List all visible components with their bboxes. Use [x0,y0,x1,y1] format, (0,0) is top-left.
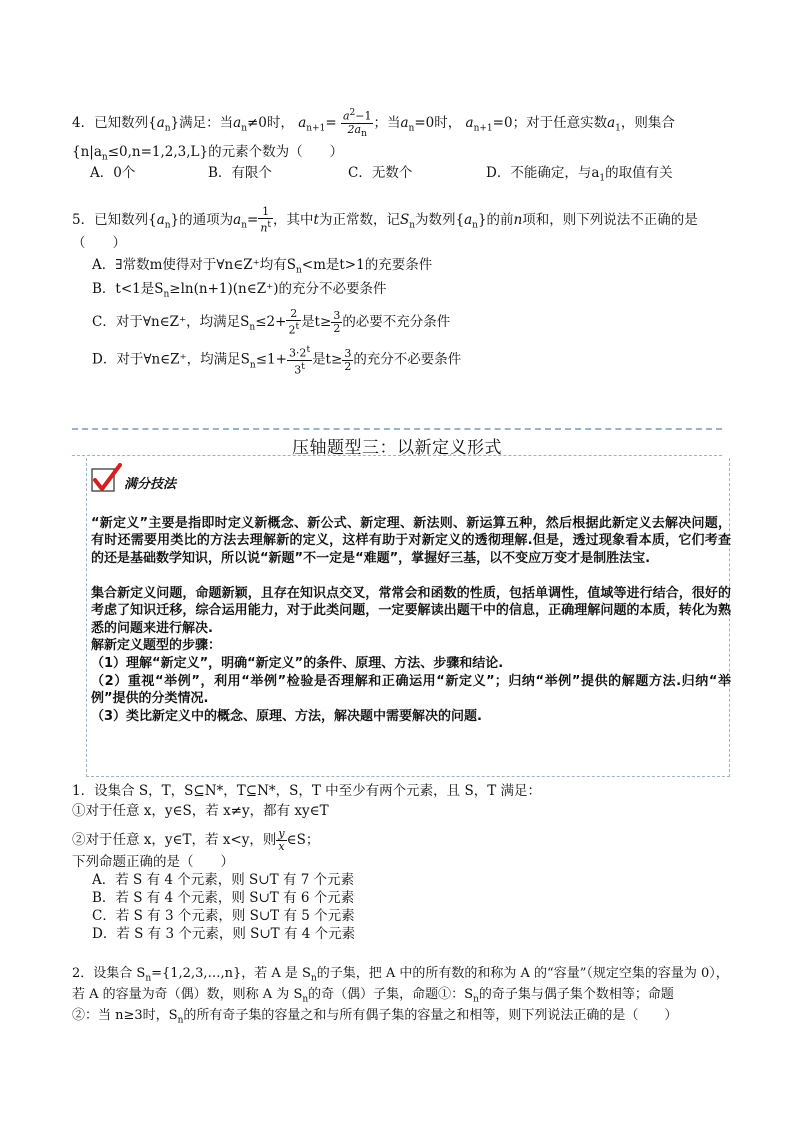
q4-options [90,164,730,182]
q2-text: 的子集，把 A 中的所有数的和称为 A 的“容量”（规定空集的容量为 0）， [316,966,729,981]
var-a: a [233,114,242,131]
sub-n: n [101,152,108,163]
section-divider-bottom [72,455,722,456]
q5-c-fraction: $\frac{2}{2^t}$ [288,307,300,337]
frac-num: a [342,109,350,123]
q1-stem: 1．设集合 S，T，S⊆N*，T⊆N*，S，T 中至少有两个元素，且 S，T 满足： [72,783,542,799]
tip-step-3: （3）类比新定义中的概念、原理、方法，解决题中需要解决的问题. [91,709,482,724]
var-s: S [399,211,410,228]
q4-option-b[interactable]: B．有限个 [208,165,272,181]
q2-text: 2．设集合 S [72,966,146,981]
q5-text: 为正常数，记 [318,211,400,228]
q5-option-text: ≤2+ [255,313,287,330]
q5-option-text: D．对于∀n∈Z⁺，均满足S [92,351,250,368]
q4-option-d[interactable] [486,164,673,188]
sub-n: n [249,360,256,371]
var-a: a [400,114,409,131]
q4-text: =0时， [414,114,462,131]
tip-step-1: （1）理解“新定义”，明确“新定义”的条件、原理、方法、步骤和结论. [91,656,504,671]
q1-condition-1: ①对于任意 x，y∈S，若 x≠y，都有 xy∈T [72,803,329,819]
var-a: a [156,114,165,131]
q2-line3 [72,1007,677,1030]
q2-text: 的奇（偶）子集，命题①：S [308,987,474,1002]
q4-text: = [325,114,337,131]
q1-option-a[interactable]: A．若 S 有 4 个元素，则 S∪T 有 7 个元素 [92,872,355,888]
q2-text: 的所有奇子集的容量之和与所有偶子集的容量之和相等，则下列说法正确的是（ ） [183,1008,678,1023]
sub-n: n [473,994,479,1005]
q2-line1 [72,965,729,988]
q5-option-c[interactable] [92,308,450,337]
var-n: n [513,211,523,228]
q4-set-rest: ≤0,n=1,2,3,L}的元素个数为（ ） [107,144,344,160]
tip-paragraph-2: 集合新定义问题，命题新颖，且存在知识点交叉，常常会和函数的性质，包括单调性，值域等进行结合，很好的考虑了知识迁移，综合运用能力，对于此类问题，一定要解读出题干中的信息，正确理解问题的本质，转化为熟悉的问题来进行解决. [91,586,731,636]
q5-d-fraction: $\frac{3\cdot 2^t}{3^t}$ [288,345,311,377]
q4-option-d-text: D．不能确定，与a [486,165,600,181]
q5-option-text: A．∃常数m使得对于∀n∈Z⁺均有S [92,257,296,273]
q1-option-b[interactable]: B．若 S 有 4 个元素，则 S∪T 有 6 个元素 [92,890,355,906]
tip-steps-heading: 解新定义题型的步骤： [91,638,222,653]
q4-set: {n|a [72,144,102,160]
q1-ask: 下列命题正确的是（ ） [72,854,234,870]
q5-c-fraction2: $\frac{3}{2}$ [333,308,341,335]
q5-fraction [258,206,273,235]
section-title: 压轴题型三：以新定义形式 [292,438,502,458]
frac-den: $n^t$ [260,220,272,235]
q4-text: ≠0时， [247,114,294,131]
q4-option-c[interactable]: C．无数个 [348,165,413,181]
sub-n: n [310,973,317,984]
var-a: a [156,211,165,228]
badge-label: 满分技法 [124,477,177,492]
frac-den: 2a [347,122,362,136]
q5-text: }的通项为 [170,211,234,228]
q5-d-fraction2: $\frac{3}{2}$ [344,346,352,373]
q2-line2 [72,986,674,1009]
sub-n: n [241,123,247,134]
var-a: a [233,211,242,228]
frac-sup: 2 [349,108,356,118]
q2-text: ={1,2,3,…,n}，若 A 是 S [151,966,311,981]
sub-n: n [295,265,302,276]
q5-option-text: B．t<1是S [92,281,164,297]
q5-answer-paren[interactable]: （ ） [72,235,126,251]
sub-n: n [163,289,170,300]
q4-text: 4．已知数列{ [72,114,157,131]
sub-n1: n+1 [306,123,326,134]
sub-n1: n+1 [473,123,493,134]
frac-num-rest: −1 [355,109,372,123]
q5-option-text: <m是t>1的充要条件 [301,257,433,273]
q5-text: 为数列{ [415,211,465,228]
sub-n: n [164,123,171,134]
q5-text: }的前 [477,211,514,228]
q4-line1 [72,107,675,140]
sub-n: n [472,220,478,231]
sub-n: n [164,220,171,231]
sub-n: n [408,123,415,134]
q4-text: ；当 [373,114,401,131]
section-divider-top [72,428,722,430]
q1-option-d[interactable]: D．若 S 有 3 个元素，则 S∪T 有 4 个元素 [92,926,356,942]
q5-stem: 5．已知数列$\{a_n\}$的通项为$a_n=$ $\frac{1}{n^t}$ ，其中t为正常数，记$S_n$为数列$\{a_n\}$的前n项和，则下列说法不正确的是 [72,205,698,235]
q4-option-d-tail: 的取值有关 [605,165,673,181]
q2-text: 若 A 的容量为奇（偶）数，则称 A 为 S [72,987,303,1002]
q1-condition-2 [72,828,319,853]
q1-text: ②对于任意 x，y∈T，若 x<y，则 [72,832,277,848]
q5-option-text: C．对于∀n∈Z⁺，均满足S [92,313,250,330]
q5-option-text: 是t≥ [301,313,332,330]
sub-n: n [249,322,256,333]
q1-text: ∈S； [286,832,320,848]
tip-paragraph-1: “新定义”主要是指即时定义新概念、新公式、新定理、新法则、新运算五种，然后根据此新定义去解决问题，有时还需要用类比的方法去理解新的定义，这样有助于对新定义的透彻理解.但是，透过现象看本质，它们考查的还是基础数学知识，所以说“新题”不一定是“难题”，掌握好三基，以不变应万变才是制胜法宝. [91,516,731,566]
q5-option-text: 的充分不必要条件 [353,351,462,368]
sub-n: n [145,973,152,984]
var-a: a [298,114,307,131]
q5-option-a[interactable] [92,256,432,280]
frac-num: 1 [258,206,273,219]
q4-text: =0；对于任意实数 [492,114,608,131]
var-a: a [607,114,616,131]
tip-step-2: （2）重视“举例”，利用“举例”检验是否理解和正确运用“新定义”；归纳“举例”提供的解题方法.归纳“举例”提供的分类情况. [91,674,731,707]
sub-n: n [409,220,416,231]
q4-text: ，则集合 [620,114,675,131]
q1-option-c[interactable]: C．若 S 有 3 个元素，则 S∪T 有 5 个元素 [92,908,355,924]
q2-text: 的奇子集与偶子集个数相等；命题 [478,987,674,1002]
q5-option-text: 是t≥ [312,351,343,368]
sub-n: n [302,994,309,1005]
sub-n: n [177,1015,184,1026]
q2-text: ②：当 n≥3时，S [72,1008,178,1023]
var-a: a [464,211,473,228]
q5-text: 5．已知数列{ [72,211,157,228]
q4-fraction [341,107,374,140]
q1-fraction: $\frac{y}{x}$ [278,827,285,853]
sub-1: 1 [599,173,606,184]
var-t: t [313,211,319,228]
sub-n: n [361,128,367,139]
var-a: a [465,114,474,131]
sub-1: 1 [615,123,621,134]
q4-text: }满足：当 [170,114,234,131]
q5-option-text: ≥ln(n+1)(n∈Z⁺)的充分不必要条件 [169,281,387,297]
q5-option-text: ≤1+ [255,351,287,368]
q5-option-d[interactable] [92,344,461,376]
q4-option-a[interactable]: A．0个 [90,165,136,181]
q5-text: ，其中 [273,211,314,228]
q5-text: 项和，则下列说法不正确的是 [522,211,698,228]
q5-option-text: 的必要不充分条件 [342,313,451,330]
q5-option-b[interactable] [92,280,386,304]
sub-n: n [241,220,247,231]
